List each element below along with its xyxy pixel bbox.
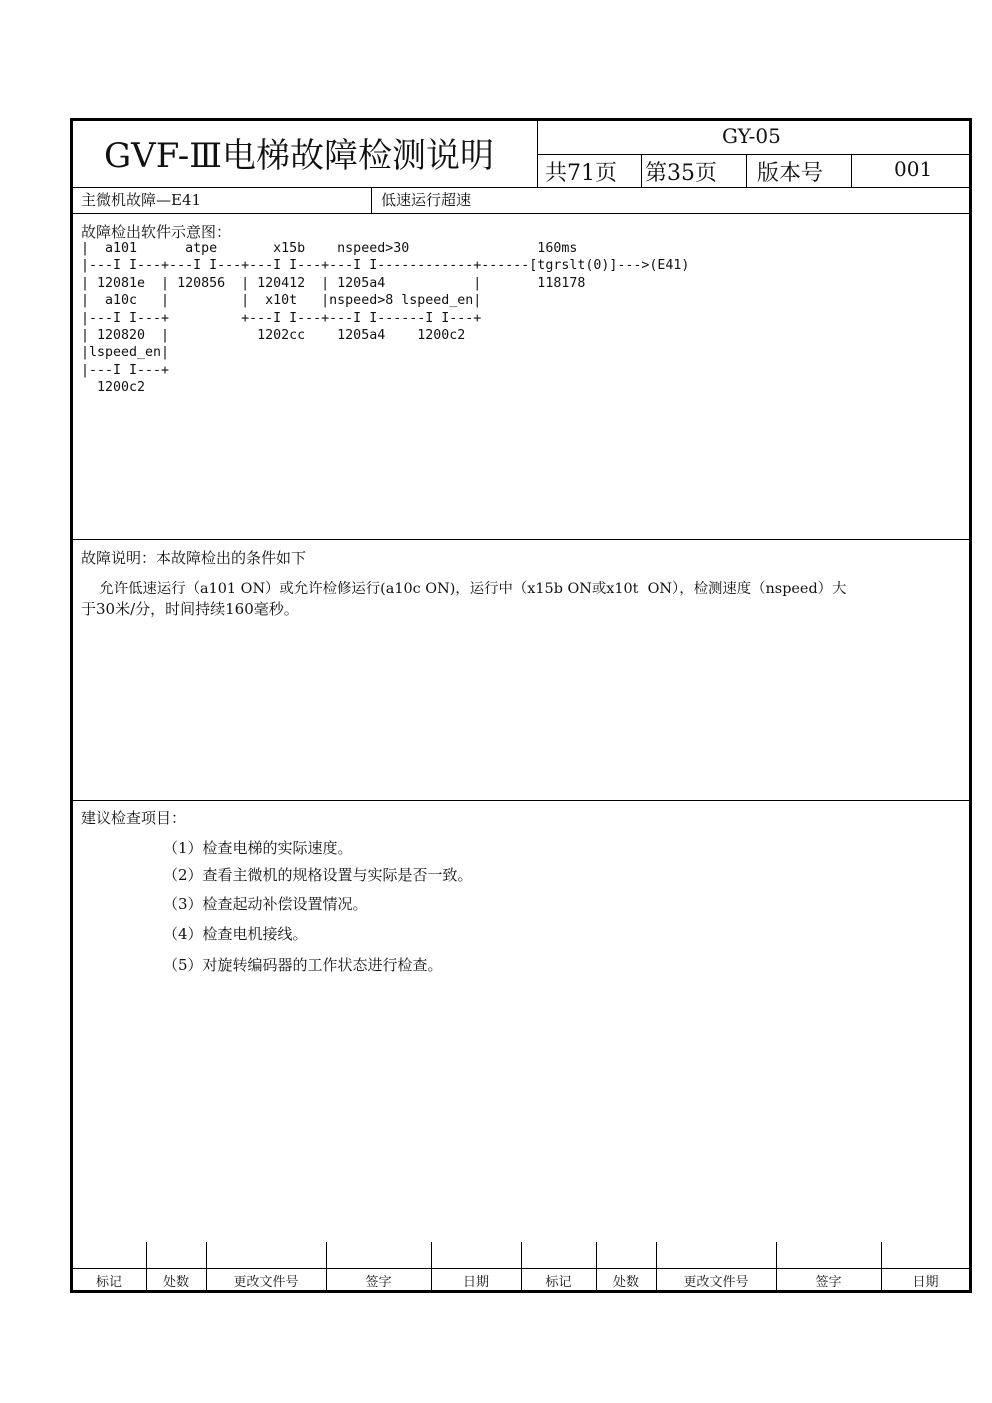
description-body-line1: 允许低速运行（a101 ON）或允许检修运行(a10c ON)，运行中（x15b ON或x10t ON），检测速度（nspeed）大 (81, 581, 847, 597)
suggestion-item: （5）对旋转编码器的工作状态进行检查。 (163, 956, 443, 974)
header-bottom-line (72, 187, 970, 188)
description-bottom-line (72, 800, 970, 801)
diagram-heading: 故障检出软件示意图： (81, 223, 232, 241)
footer-cell-mark: 标记 (95, 1275, 122, 1290)
footer-cell-change-doc: 更改文件号 (683, 1275, 749, 1290)
suggestion-item: （2）查看主微机的规格设置与实际是否一致。 (163, 866, 473, 884)
description-body-line2: 于30米/分，时间持续160毫秒。 (81, 600, 299, 618)
ladder-diagram (81, 240, 689, 397)
suggestion-item: （4）检查电机接线。 (163, 925, 308, 943)
fault-row-divider (371, 187, 372, 213)
footer-cell-date: 日期 (462, 1275, 489, 1290)
footer-cell-count: 处数 (162, 1275, 189, 1290)
footer-cell-count: 处数 (612, 1275, 639, 1290)
ladder-line: | 120820 | 1202cc 1205a4 1200c2 (81, 328, 466, 344)
version-value: 001 (894, 157, 933, 181)
fault-name: 低速运行超速 (381, 191, 472, 209)
suggestion-item: （3）检查起动补偿设置情况。 (163, 895, 368, 913)
footer-cell-date: 日期 (912, 1275, 939, 1290)
footer-cell-mark: 标记 (545, 1275, 572, 1290)
suggestion-item: （1）检查电梯的实际速度。 (163, 839, 353, 857)
diagram-bottom-line (72, 539, 970, 540)
version-label: 版本号 (757, 161, 824, 186)
page-divider-3 (851, 154, 852, 187)
ladder-line: 1200c2 (81, 380, 146, 396)
page-divider-2 (746, 154, 747, 187)
fault-code: 主微机故障—E41 (81, 191, 202, 209)
total-pages: 共71页 (545, 161, 617, 186)
footer-cell-signature: 签字 (815, 1275, 842, 1290)
fault-row-bottom-line (72, 213, 970, 214)
footer-cell-signature: 签字 (365, 1275, 392, 1290)
ladder-line: |lspeed_en| (81, 345, 170, 361)
ladder-line: |---I I---+ +---I I---+---I I------I I---+ (81, 310, 482, 326)
ladder-line: |---I I---+ (81, 362, 170, 378)
ladder-line: | a10c | | x10t |nspeed>8 lspeed_en| (81, 293, 482, 309)
footer-cell-change-doc: 更改文件号 (233, 1275, 299, 1290)
ladder-line: |---I I---+---I I---+---I I---+---I I------------+------[tgrslt(0)]--->(E41) (81, 258, 690, 274)
ladder-line: | a101 atpe x15b nspeed>30 160ms (81, 241, 578, 256)
page-number: 第35页 (645, 161, 717, 186)
suggestions-heading: 建议检查项目： (81, 809, 187, 827)
header-mid-line (537, 154, 970, 155)
page-divider-1 (641, 154, 642, 187)
page-title: GVF-Ⅲ电梯故障检测说明 (104, 136, 495, 176)
ladder-line: | 12081e | 120856 | 120412 | 1205a4 | 118178 (81, 275, 586, 291)
description-heading: 故障说明：本故障检出的条件如下 (81, 549, 307, 567)
doc-code: GY-05 (722, 124, 781, 148)
